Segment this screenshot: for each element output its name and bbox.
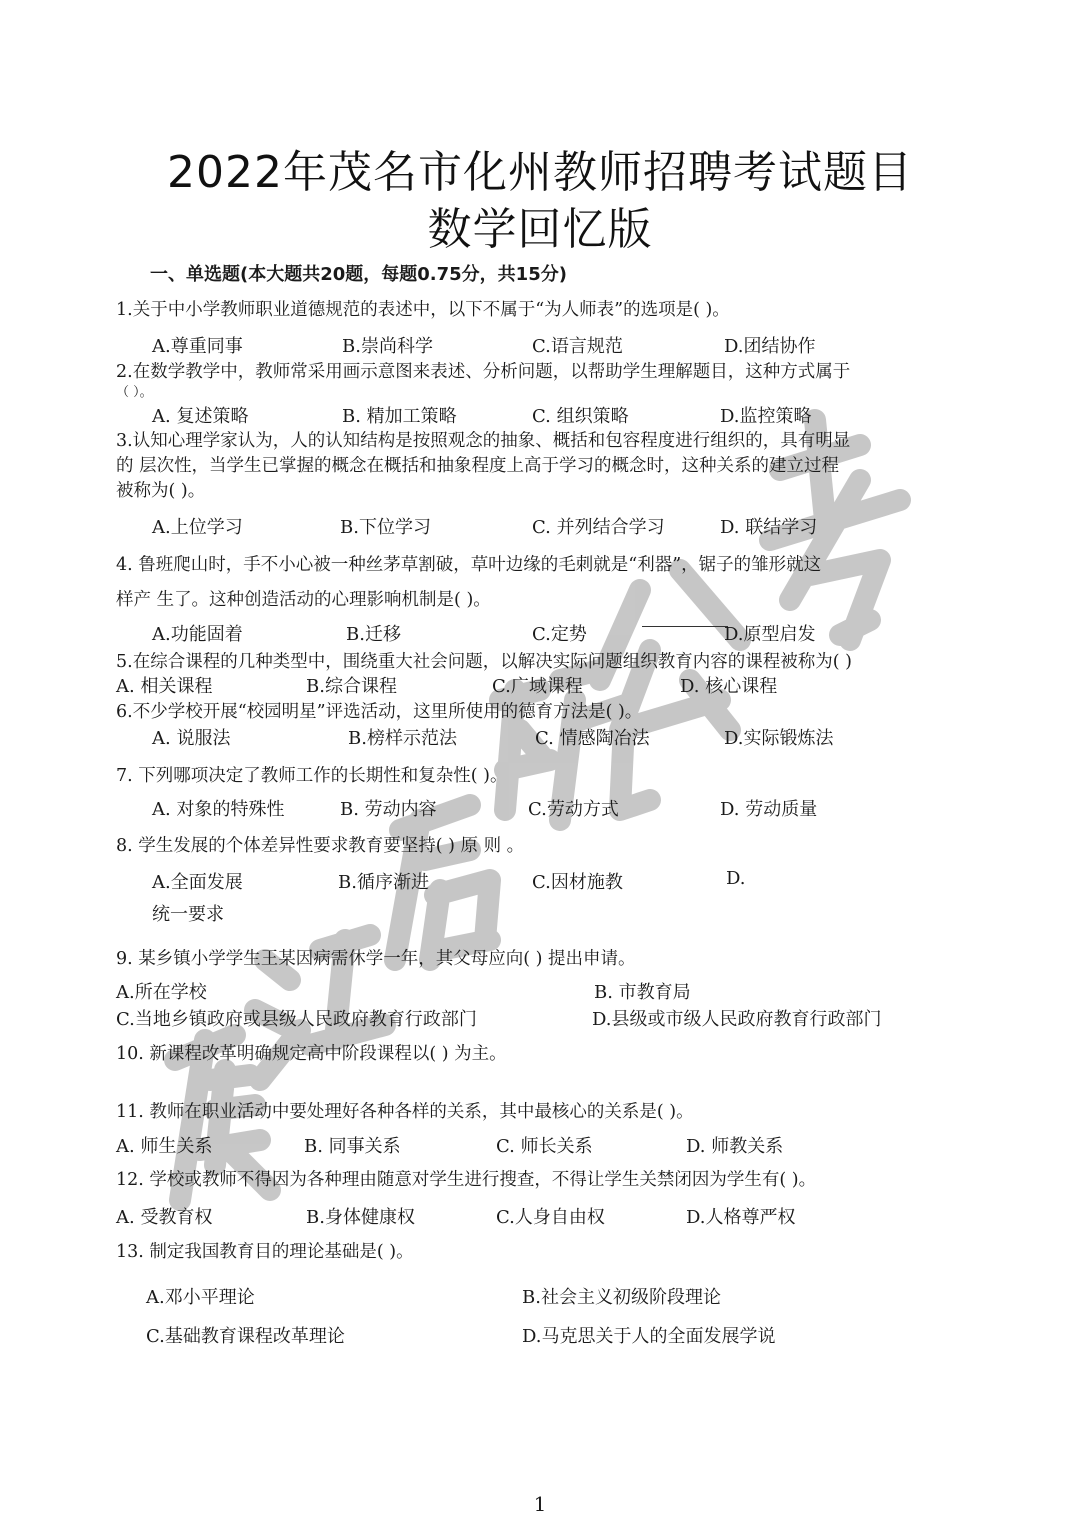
question-3-stem-line1: 3.认知心理学家认为，人的认知结构是按照观念的抽象、概括和包容程度进行组织的，具有明显 [116, 431, 851, 451]
question-6-option-b: B.榜样示范法 [348, 728, 457, 749]
question-2-stem-line1: 2.在数学教学中，教师常采用画示意图来表述、分析问题，以帮助学生理解题目，这种方式属于 [116, 362, 851, 382]
section-heading-single-choice: 一、单选题(本大题共20题，每题0.75分，共15分) [150, 264, 567, 285]
question-9-option-a: A.所在学校 [116, 982, 207, 1003]
document-title-line2: 数学回忆版 [427, 204, 653, 255]
question-4-option-a: A.功能固着 [152, 624, 243, 645]
question-6-option-c: C. 情感陶冶法 [535, 728, 650, 749]
question-4-stem-line2: 样产 生了。这种创造活动的心理影响机制是( )。 [116, 590, 491, 610]
question-1-stem: 1.关于中小学教师职业道德规范的表述中，以下不属于“为人师表”的选项是( )。 [116, 300, 730, 320]
question-3-option-d: D. 联结学习 [720, 517, 818, 538]
question-12-option-c: C.人身自由权 [496, 1207, 605, 1228]
question-13-stem: 13. 制定我国教育目的理论基础是( )。 [116, 1242, 414, 1262]
question-2-stem-line2: （ ）。 [116, 385, 153, 400]
question-1-option-c: C.语言规范 [532, 336, 623, 357]
question-2-option-a: A. 复述策略 [152, 406, 249, 427]
question-1-option-a: A.尊重同事 [152, 336, 243, 357]
question-3-option-b: B.下位学习 [340, 517, 431, 538]
question-8-option-c: C.因材施教 [532, 872, 623, 893]
question-4-stem-line1: 4. 鲁班爬山时，手不小心被一种丝茅草割破，草叶边缘的毛刺就是“利器”，锯子的雏形就这 [116, 555, 822, 575]
question-11-option-b: B. 同事关系 [304, 1136, 401, 1157]
question-2-option-b: B. 精加工策略 [342, 406, 457, 427]
question-7-option-d: D. 劳动质量 [720, 799, 818, 820]
question-7-option-b: B. 劳动内容 [340, 799, 437, 820]
document-title-line1: 2022年茂名市化州教师招聘考试题目 [167, 147, 913, 198]
question-9-option-b: B. 市教育局 [594, 982, 691, 1003]
question-11-option-a: A. 师生关系 [116, 1136, 213, 1157]
question-11-option-c: C. 师长关系 [496, 1136, 593, 1157]
question-8-option-d-text: 统一要求 [152, 904, 224, 925]
question-3-option-c: C. 并列结合学习 [532, 517, 665, 538]
question-7-option-a: A. 对象的特殊性 [152, 799, 285, 820]
question-6-option-d: D.实际锻炼法 [724, 728, 834, 749]
question-11-stem: 11. 教师在职业活动中要处理好各种各样的关系，其中最核心的关系是( )。 [116, 1102, 694, 1122]
question-5-option-d: D. 核心课程 [680, 676, 778, 697]
question-7-option-c: C.劳动方式 [528, 799, 619, 820]
question-6-option-a: A. 说服法 [152, 728, 231, 749]
question-3-stem-line3: 被称为( )。 [116, 481, 206, 501]
question-3-stem-line2: 的 层次性，当学生已掌握的概念在概括和抽象程度上高于学习的概念时，这种关系的建立过程 [116, 456, 840, 476]
question-7-stem: 7. 下列哪项决定了教师工作的长期性和复杂性( )。 [116, 766, 508, 786]
question-4-option-c: C.定势 [532, 624, 587, 645]
question-12-option-a: A. 受教育权 [116, 1207, 213, 1228]
question-2-option-d: D.监控策略 [720, 406, 812, 427]
question-9-option-c: C.当地乡镇政府或县级人民政府教育行政部门 [116, 1009, 477, 1030]
question-13-option-b: B.社会主义初级阶段理论 [522, 1287, 721, 1308]
question-1-option-d: D.团结协作 [724, 336, 816, 357]
question-5-stem: 5.在综合课程的几种类型中，围绕重大社会问题，以解决实际问题组织教育内容的课程被称为( ) [116, 652, 852, 672]
question-8-stem: 8. 学生发展的个体差异性要求教育要坚持( ) 原 则 。 [116, 836, 525, 856]
question-3-option-a: A.上位学习 [152, 517, 243, 538]
question-13-option-c: C.基础教育课程改革理论 [146, 1326, 345, 1347]
question-11-option-d: D. 师教关系 [686, 1136, 784, 1157]
question-1-option-b: B.崇尚科学 [342, 336, 433, 357]
question-12-option-d: D.人格尊严权 [686, 1207, 796, 1228]
question-2-option-c: C. 组织策略 [532, 406, 629, 427]
question-5-option-c: C.广域课程 [492, 676, 583, 697]
question-13-option-a: A.邓小平理论 [146, 1287, 255, 1308]
question-13-option-d: D.马克思关于人的全面发展学说 [522, 1326, 776, 1347]
question-10-stem: 10. 新课程改革明确规定高中阶段课程以( ) 为主。 [116, 1044, 507, 1064]
question-9-stem: 9. 某乡镇小学学生王某因病需休学一年，其父母应向( ) 提出申请。 [116, 949, 636, 969]
question-9-option-d: D.县级或市级人民政府教育行政部门 [592, 1009, 882, 1030]
question-5-option-b: B.综合课程 [306, 676, 397, 697]
question-4-option-d: D.原型启发 [724, 624, 816, 645]
question-12-option-b: B.身体健康权 [306, 1207, 415, 1228]
question-6-stem: 6.不少学校开展“校园明星”评选活动，这里所使用的德育方法是( )。 [116, 702, 643, 722]
question-4-option-b: B.迁移 [346, 624, 401, 645]
page-number: 1 [533, 1492, 547, 1516]
question-5-option-a: A. 相关课程 [116, 676, 213, 697]
question-8-option-a: A.全面发展 [152, 872, 243, 893]
question-12-stem: 12. 学校或教师不得因为各种理由随意对学生进行搜查，不得让学生关禁闭因为学生有( )。 [116, 1170, 817, 1190]
question-8-option-d: D. [726, 868, 746, 889]
underline-mark [642, 626, 728, 627]
question-8-option-b: B.循序渐进 [338, 872, 429, 893]
